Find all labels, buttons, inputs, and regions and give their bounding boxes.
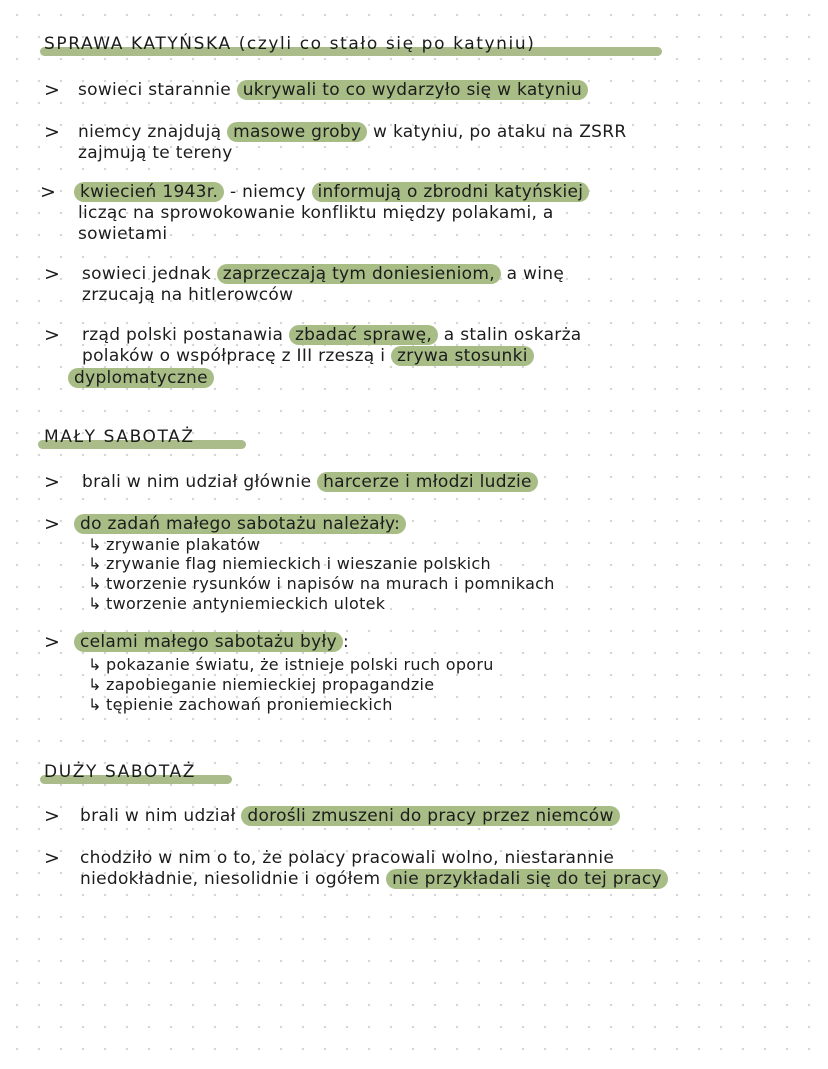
text-run: rząd polski postanawia: [82, 325, 289, 345]
note-line: [74, 514, 406, 534]
bullet-arrow-icon: >: [40, 181, 56, 203]
sub-arrow-icon: ↳: [88, 594, 102, 613]
sub-point: ↳ zrywanie flag niemieckich i wieszanie polskich: [88, 554, 491, 573]
sub-point: ↳ tworzenie rysunków i napisów na murach i pomnikach: [88, 574, 555, 593]
note-line: [82, 472, 538, 492]
bullet-arrow-icon: >: [44, 513, 60, 535]
bullet-arrow-icon: >: [44, 263, 60, 285]
note-line: [78, 143, 233, 163]
section-heading-maly-sabotaz: MAŁY SABOTAŻ: [44, 427, 195, 447]
sub-point: ↳ zapobieganie niemieckiej propagandzie: [88, 675, 435, 694]
sub-point: ↳ tworzenie antyniemieckich ulotek: [88, 594, 386, 613]
text-run: :: [343, 632, 350, 652]
text-run: sowieci jednak: [82, 264, 217, 284]
highlighted-text: zrywa stosunki: [391, 346, 534, 366]
note-line: [80, 806, 620, 826]
text-run: brali w nim udział głównie: [82, 472, 318, 492]
text-run: chodziło w nim o to, że polacy pracowali wolno, niestarannie: [80, 848, 615, 868]
highlighted-text: zaprzeczają tym doniesieniom,: [217, 264, 501, 284]
text-run: sowietami: [78, 224, 168, 244]
bullet-arrow-icon: >: [44, 805, 60, 827]
highlighted-text: nie przykładali się do tej pracy: [386, 869, 668, 889]
bullet-arrow-icon: >: [44, 121, 60, 143]
text-run: sowieci starannie: [78, 80, 237, 100]
sub-arrow-icon: ↳: [88, 554, 102, 573]
text-run: w katyniu, po ataku na ZSRR: [367, 122, 627, 142]
note-line: [82, 285, 293, 305]
section-heading-katyn: SPRAWA KATYŃSKA (czyli co stało się po katyniu): [44, 34, 536, 54]
text-run: a stalin oskarża: [438, 325, 582, 345]
text-run: brali w nim udział: [80, 806, 242, 826]
bullet-arrow-icon: >: [44, 79, 60, 101]
text-run: licząc na sprowokowanie konfliktu między polakami, a: [78, 203, 554, 223]
note-line: [82, 346, 534, 366]
note-line: [82, 325, 582, 345]
bullet-arrow-icon: >: [44, 847, 60, 869]
sub-arrow-icon: ↳: [88, 535, 102, 554]
note-line: [78, 224, 167, 244]
text-run: - niemcy: [224, 182, 312, 202]
highlighted-text: harcerze i młodzi ludzie: [317, 472, 538, 492]
bullet-arrow-icon: >: [44, 471, 60, 493]
highlighted-text: informują o zbrodni katyńskiej: [312, 182, 590, 202]
highlighted-text: celami małego sabotażu były: [74, 632, 343, 652]
text-run: niedokładnie, niesolidnie i ogółem: [80, 869, 387, 889]
note-line: [80, 869, 668, 889]
text-run: polaków o współpracę z III rzeszą i: [82, 346, 391, 366]
note-line: [68, 368, 214, 388]
note-line: [78, 80, 588, 100]
highlighted-text: kwiecień 1943r.: [74, 182, 224, 202]
note-line: [74, 182, 589, 202]
note-line: [74, 632, 349, 652]
section-heading-duzy-sabotaz: DUŻY SABOTAŻ: [44, 762, 196, 782]
highlighted-text: do zadań małego sabotażu należały:: [74, 514, 406, 534]
highlighted-text: ukrywali to co wydarzyło się w katyniu: [237, 80, 588, 100]
note-line: [82, 264, 564, 284]
sub-point: ↳ zrywanie plakatów: [88, 535, 261, 554]
text-run: zrzucają na hitlerowców: [82, 285, 294, 305]
note-line: [78, 203, 554, 223]
sub-point: ↳ tępienie zachowań proniemieckich: [88, 695, 393, 714]
text-run: zajmują te tereny: [78, 143, 233, 163]
text-run: niemcy znajdują: [78, 122, 228, 142]
note-line: [80, 848, 614, 868]
highlighted-text: dorośli zmuszeni do pracy przez niemców: [241, 806, 619, 826]
bullet-arrow-icon: >: [44, 324, 60, 346]
sub-arrow-icon: ↳: [88, 655, 102, 674]
highlighted-text: zbadać sprawę,: [289, 325, 438, 345]
note-line: [78, 122, 626, 142]
sub-point: ↳ pokazanie światu, że istnieje polski ruch oporu: [88, 655, 494, 674]
bullet-arrow-icon: >: [44, 631, 60, 653]
sub-arrow-icon: ↳: [88, 574, 102, 593]
sub-arrow-icon: ↳: [88, 675, 102, 694]
highlighted-text: masowe groby: [227, 122, 367, 142]
text-run: a winę: [500, 264, 565, 284]
sub-arrow-icon: ↳: [88, 695, 102, 714]
highlighted-text: dyplomatyczne: [68, 368, 214, 388]
